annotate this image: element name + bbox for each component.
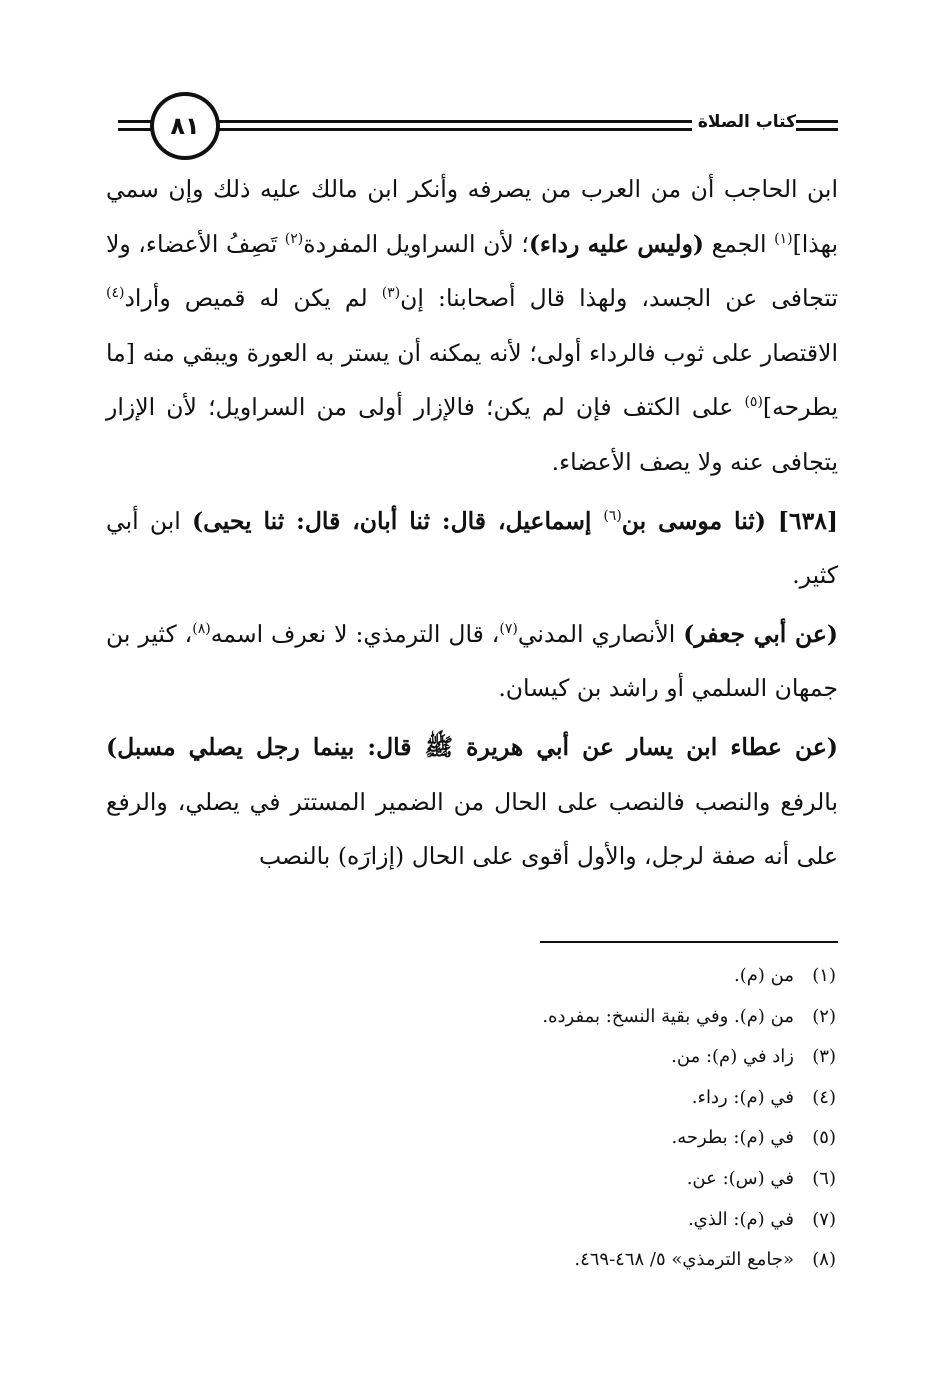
footnote-6: [276, 1159, 836, 1200]
p1-text-2: الجمع: [704, 229, 775, 258]
p1-text-7: على الكتف فإن لم يكن؛ فالإزار أولى من السراويل؛ لأن الإزار يتجافى عنه ولا يصف الأعضاء.: [106, 393, 838, 476]
p3-text-3: ، كثير بن جمهان السلمي أو راشد بن كيسان.: [106, 619, 838, 703]
running-title: كتاب الصلاة: [692, 112, 796, 132]
p2-bold-2: إسماعيل، قال: ثنا أبان، قال: ثنا يحيى): [192, 506, 604, 535]
footnote-number: (٨): [812, 1249, 836, 1271]
footnote-4: [276, 1078, 836, 1119]
header-rule-left-bottom: [118, 128, 152, 131]
footnote-ref-8: (٨): [192, 620, 211, 637]
p2-text-1: ابن أبي كثير.: [106, 506, 838, 590]
footnote-text: من (م). وفي بقية النسخ: بمفرده.: [542, 1005, 794, 1027]
footnote-ref-2: (٢): [284, 230, 304, 247]
footnote-ref-4: (٤): [106, 285, 125, 302]
footnote-3: [276, 1037, 836, 1078]
footnote-5: [276, 1118, 836, 1159]
footnote-text: «جامع الترمذي» ٥/ ٤٦٨-٤٦٩.: [574, 1249, 794, 1271]
footnote-ref-3: (٣): [381, 285, 401, 302]
footnote-number: (٥): [812, 1127, 836, 1149]
footnote-ref-7: (٧): [499, 620, 518, 637]
footnote-text: من (م).: [734, 965, 794, 986]
page-number: [150, 92, 220, 160]
footnote-text: في (م): رداء.: [691, 1086, 794, 1108]
footnote-ref-1: (١): [774, 230, 793, 247]
p3-text-1: الأنصاري المدني: [517, 619, 684, 648]
p2-bold-1: [٦٣٨] (ثنا موسى بن: [621, 506, 838, 535]
p3-text-2: ، قال الترمذي: لا نعرف اسمه: [210, 619, 500, 648]
footnote-number: (٦): [812, 1167, 836, 1189]
footnote-number: (٤): [812, 1086, 836, 1108]
p3-bold-1: (عن أبي جعفر): [683, 619, 839, 648]
footnotes: [276, 956, 836, 1281]
footnote-number: (٢): [812, 1005, 836, 1027]
footnote-ref-6: (٦): [603, 507, 622, 524]
paragraph-2: [106, 494, 838, 603]
footnote-8: [276, 1240, 836, 1281]
footnote-ref-5: (٥): [744, 394, 763, 411]
p1-text-6: الاقتصار على ثوب فالرداء أولى؛ لأنه يمكنه أن يستر به العورة ويبقي منه [ما يطرحه]: [106, 338, 838, 422]
footnote-number: (٧): [812, 1208, 836, 1230]
body-text: [106, 162, 838, 884]
p1-bold-1: (وليس عليه رداء): [528, 229, 705, 258]
footnote-7: [276, 1200, 836, 1241]
footnote-text: زاد في (م): من.: [671, 1046, 794, 1068]
paragraph-4: [106, 720, 838, 884]
header-rule-left-top: [118, 120, 152, 123]
footnote-text: في (س): عن.: [686, 1167, 794, 1189]
p1-text-1: ابن الحاجب أن من العرب من يصرفه وأنكر ابن مالك عليه ذلك وإن سمي بهذا]: [106, 175, 838, 258]
paragraph-3: [106, 607, 838, 716]
page-number-text: ٨١: [170, 112, 200, 140]
p4-bold-1: (عن عطاء ابن يسار عن أبي هريرة ﷺ قال: بينما رجل يصلي مسبل): [106, 732, 838, 761]
footnote-separator: [540, 941, 838, 943]
p1-text-5: لم يكن له قميص وأراد: [124, 284, 382, 313]
p1-text-3: ؛ لأن السراويل المفردة: [303, 229, 529, 258]
p1-text-4: تَصِفُ الأعضاء، ولا تتجافى عن الجسد، ولهذا قال أصحابنا: إن: [106, 229, 838, 313]
footnote-text: في (م): الذي.: [687, 1208, 794, 1230]
footnote-2: [276, 997, 836, 1038]
p4-text-1: بالرفع والنصب فالنصب على الحال من الضمير المستتر في يصلي، والرفع على أنه صفة لرجل، والأول أقوى على الحال (إزارَه) بالنصب: [106, 787, 838, 871]
footnote-1: [276, 956, 836, 997]
footnote-number: (١): [812, 965, 836, 986]
footnote-text: في (م): بطرحه.: [671, 1127, 794, 1149]
paragraph-1: [106, 162, 838, 490]
footnote-number: (٣): [812, 1046, 836, 1068]
